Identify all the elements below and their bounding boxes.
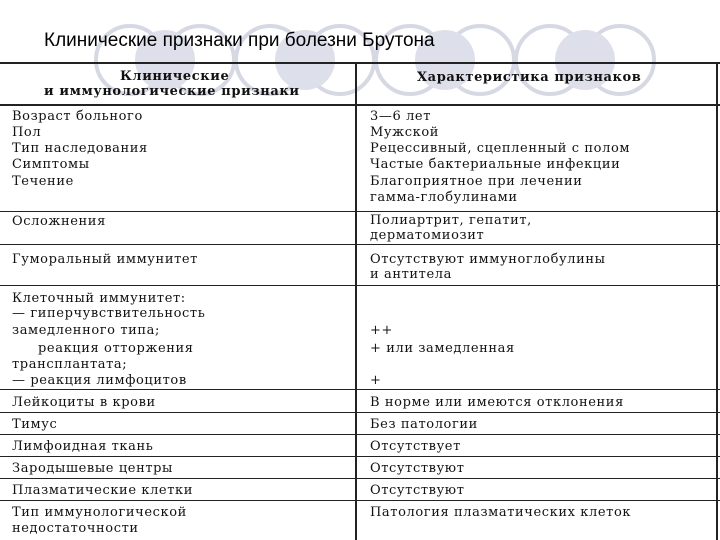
slide-title: Клинические признаки при болезни Брутона xyxy=(44,30,435,51)
header-col1-line1: Клинические xyxy=(120,69,230,84)
cell-value: В норме или имеются отклонения xyxy=(370,395,624,410)
cell-value: Рецессивный, сцепленный с полом xyxy=(370,141,631,156)
cell-label: Тип наследования xyxy=(12,141,148,156)
cell-value: гамма-глобулинами xyxy=(370,190,518,205)
cell-label: Пол xyxy=(12,125,42,140)
cell-label: недостаточности xyxy=(12,521,139,536)
cell-label: Клеточный иммунитет: xyxy=(12,291,186,306)
cell-label: замедленного типа; xyxy=(12,323,160,338)
cell-value: Отсутствует xyxy=(370,439,461,454)
cell-value: Благоприятное при лечении xyxy=(370,174,583,189)
cell-value: Полиартрит, гепатит, xyxy=(370,213,532,228)
cell-label: трансплантата; xyxy=(12,357,128,372)
cell-label: — гиперчувствительность xyxy=(12,306,206,321)
cell-label: реакция отторжения xyxy=(38,341,194,356)
cell-label: Возраст больного xyxy=(12,109,143,124)
row-divider xyxy=(0,478,720,479)
cell-value: Отсутствуют xyxy=(370,461,465,476)
cell-label: — реакция лимфоцитов xyxy=(12,373,187,388)
header-col1-line2: и иммунологические признаки xyxy=(44,84,300,99)
header-col2: Характеристика признаков xyxy=(417,70,642,85)
cell-label: Осложнения xyxy=(12,214,106,229)
cell-value: Отсутствуют xyxy=(370,483,465,498)
cell-value: + xyxy=(370,373,382,388)
cell-label: Лимфоидная ткань xyxy=(12,439,154,454)
cell-value: дерматомиозит xyxy=(370,228,485,243)
table-top-border xyxy=(0,62,720,64)
row-divider xyxy=(0,500,720,501)
cell-value: Патология плазматических клеток xyxy=(370,505,632,520)
table-right-border xyxy=(716,62,718,540)
header-separator xyxy=(0,104,720,106)
cell-label: Тип иммунологической xyxy=(12,505,187,520)
cell-label: Лейкоциты в крови xyxy=(12,395,156,410)
cell-value: ++ xyxy=(370,323,393,338)
cell-label: Зародышевые центры xyxy=(12,461,173,476)
row-divider xyxy=(0,412,720,413)
cell-value: Без патологии xyxy=(370,417,478,432)
cell-value: + или замедленная xyxy=(370,341,515,356)
cell-label: Плазматические клетки xyxy=(12,483,193,498)
cell-label: Гуморальный иммунитет xyxy=(12,252,198,267)
column-divider xyxy=(355,62,357,540)
row-divider xyxy=(0,244,720,245)
cell-label: Течение xyxy=(12,174,74,189)
symptoms-table xyxy=(0,62,720,540)
cell-value: Частые бактериальные инфекции xyxy=(370,157,621,172)
row-divider xyxy=(0,285,720,286)
cell-value: Мужской xyxy=(370,125,440,140)
row-divider xyxy=(0,434,720,435)
row-divider xyxy=(0,456,720,457)
cell-value: Отсутствуют иммуноглобулины xyxy=(370,252,606,267)
row-divider xyxy=(0,389,720,390)
cell-label: Симптомы xyxy=(12,157,90,172)
cell-label: Тимус xyxy=(12,417,58,432)
cell-value: и антитела xyxy=(370,267,452,282)
cell-value: 3—6 лет xyxy=(370,109,432,124)
row-divider xyxy=(0,211,720,212)
